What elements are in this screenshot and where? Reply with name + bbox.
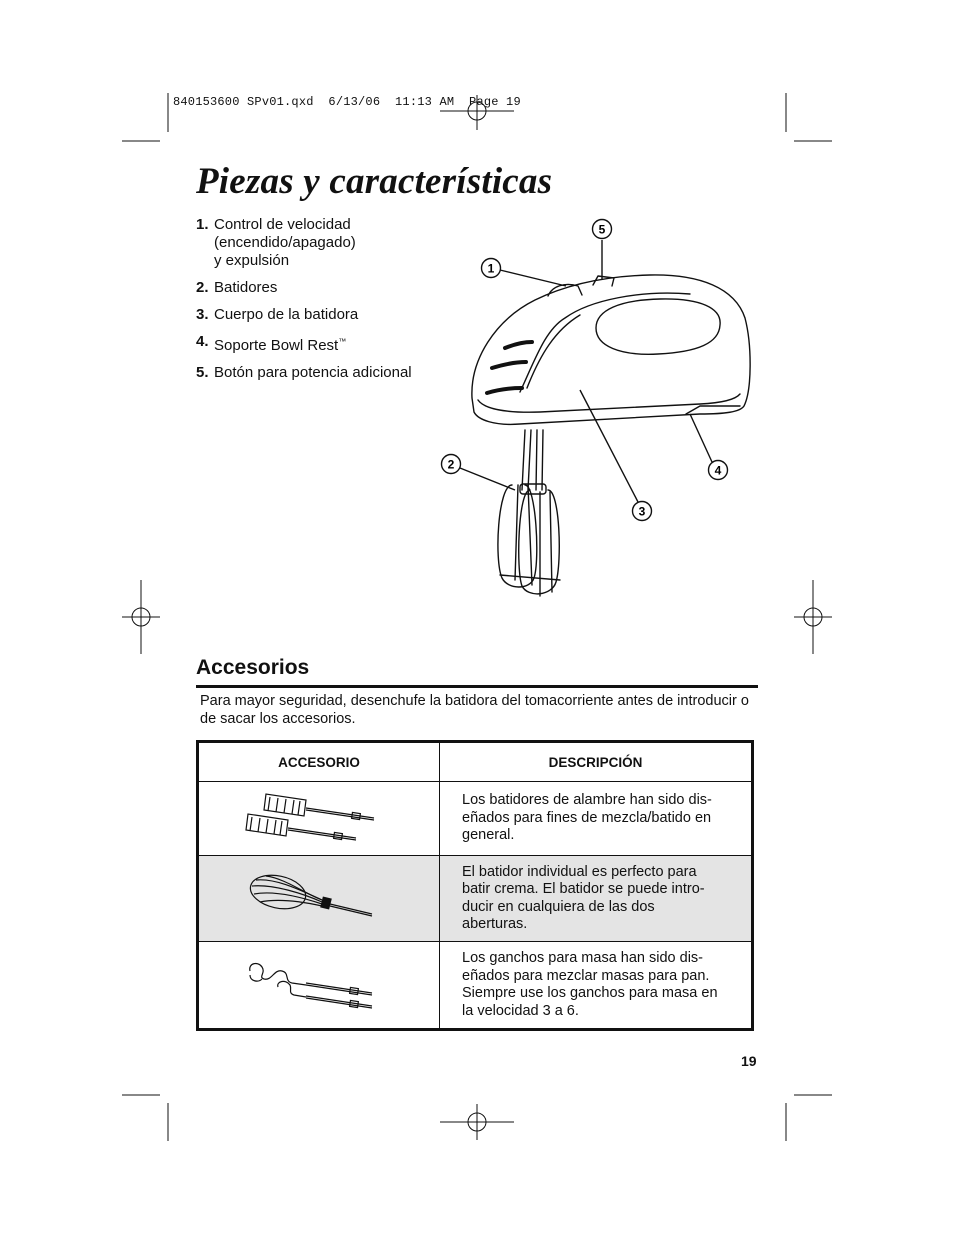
accessory-description — [440, 856, 753, 942]
accessory-image-cell — [198, 782, 440, 856]
description-text: Los batidores de alambre han sido dis- eñados para fines de mezcla/batido en general. — [462, 792, 712, 844]
page-title: Piezas y características — [196, 161, 553, 202]
page-number: 19 — [741, 1053, 757, 1069]
svg-text:3: 3 — [638, 504, 646, 519]
accessory-image-cell — [198, 942, 440, 1030]
print-slug: 840153600 SPv01.qxd 6/13/06 11:13 AM Page 19 — [173, 95, 521, 109]
part-number: 4. — [196, 333, 209, 350]
whisk-icon — [244, 866, 394, 926]
table-row — [198, 782, 753, 856]
part-label: Soporte Bowl Rest — [214, 337, 339, 354]
table-row — [198, 942, 753, 1030]
parts-list-item — [196, 364, 436, 382]
description-text: Los ganchos para masa han sido dis- eñados para mezclar masas para pan. Siempre use los ganchos para masa en la velocidad 3 a 6. — [462, 950, 718, 1019]
section-divider — [196, 685, 758, 688]
accessories-intro: Para mayor seguridad, desenchufe la batidora del tomacorriente antes de introducir o de sacar los accesorios. — [200, 693, 749, 727]
callout-1 — [482, 259, 501, 278]
accessory-description — [440, 942, 753, 1030]
callout-2 — [442, 455, 461, 474]
svg-text:2: 2 — [447, 457, 455, 472]
part-label: Control de velocidad (encendido/apagado) y expulsión — [214, 216, 356, 269]
hand-mixer-illustration — [430, 210, 770, 610]
part-number: 1. — [196, 216, 209, 233]
table-row — [198, 856, 753, 942]
part-number: 2. — [196, 279, 209, 296]
svg-text:4: 4 — [714, 463, 722, 478]
svg-text:1: 1 — [487, 261, 495, 276]
description-column-header: DESCRIPCIÓN — [440, 742, 753, 782]
trademark-symbol: ™ — [338, 337, 347, 346]
accessory-description — [440, 782, 753, 856]
accessory-image-cell — [198, 856, 440, 942]
dough-hooks-icon — [244, 953, 394, 1013]
accessory-column-header: ACCESORIO — [198, 742, 440, 782]
description-text: El batidor individual es perfecto para batir crema. El batidor se puede intro- ducir en cualquiera de las dos aberturas. — [462, 863, 705, 932]
wire-beaters-icon — [244, 786, 394, 846]
callout-5 — [593, 220, 612, 239]
accessories-table — [196, 740, 754, 1031]
part-number: 3. — [196, 306, 209, 323]
callout-3 — [633, 502, 652, 521]
part-label: Cuerpo de la batidora — [214, 306, 359, 323]
parts-list-item — [196, 216, 436, 270]
parts-list-item — [196, 279, 436, 297]
parts-list-item — [196, 333, 436, 355]
part-number: 5. — [196, 364, 209, 381]
table-header-row — [198, 742, 753, 782]
part-label: Botón para potencia adicional — [214, 364, 412, 381]
callout-4 — [709, 461, 728, 480]
parts-list-item — [196, 306, 436, 324]
part-label: Batidores — [214, 279, 278, 296]
accessories-heading: Accesorios — [196, 656, 310, 679]
svg-text:5: 5 — [598, 222, 606, 237]
parts-list — [196, 216, 436, 391]
